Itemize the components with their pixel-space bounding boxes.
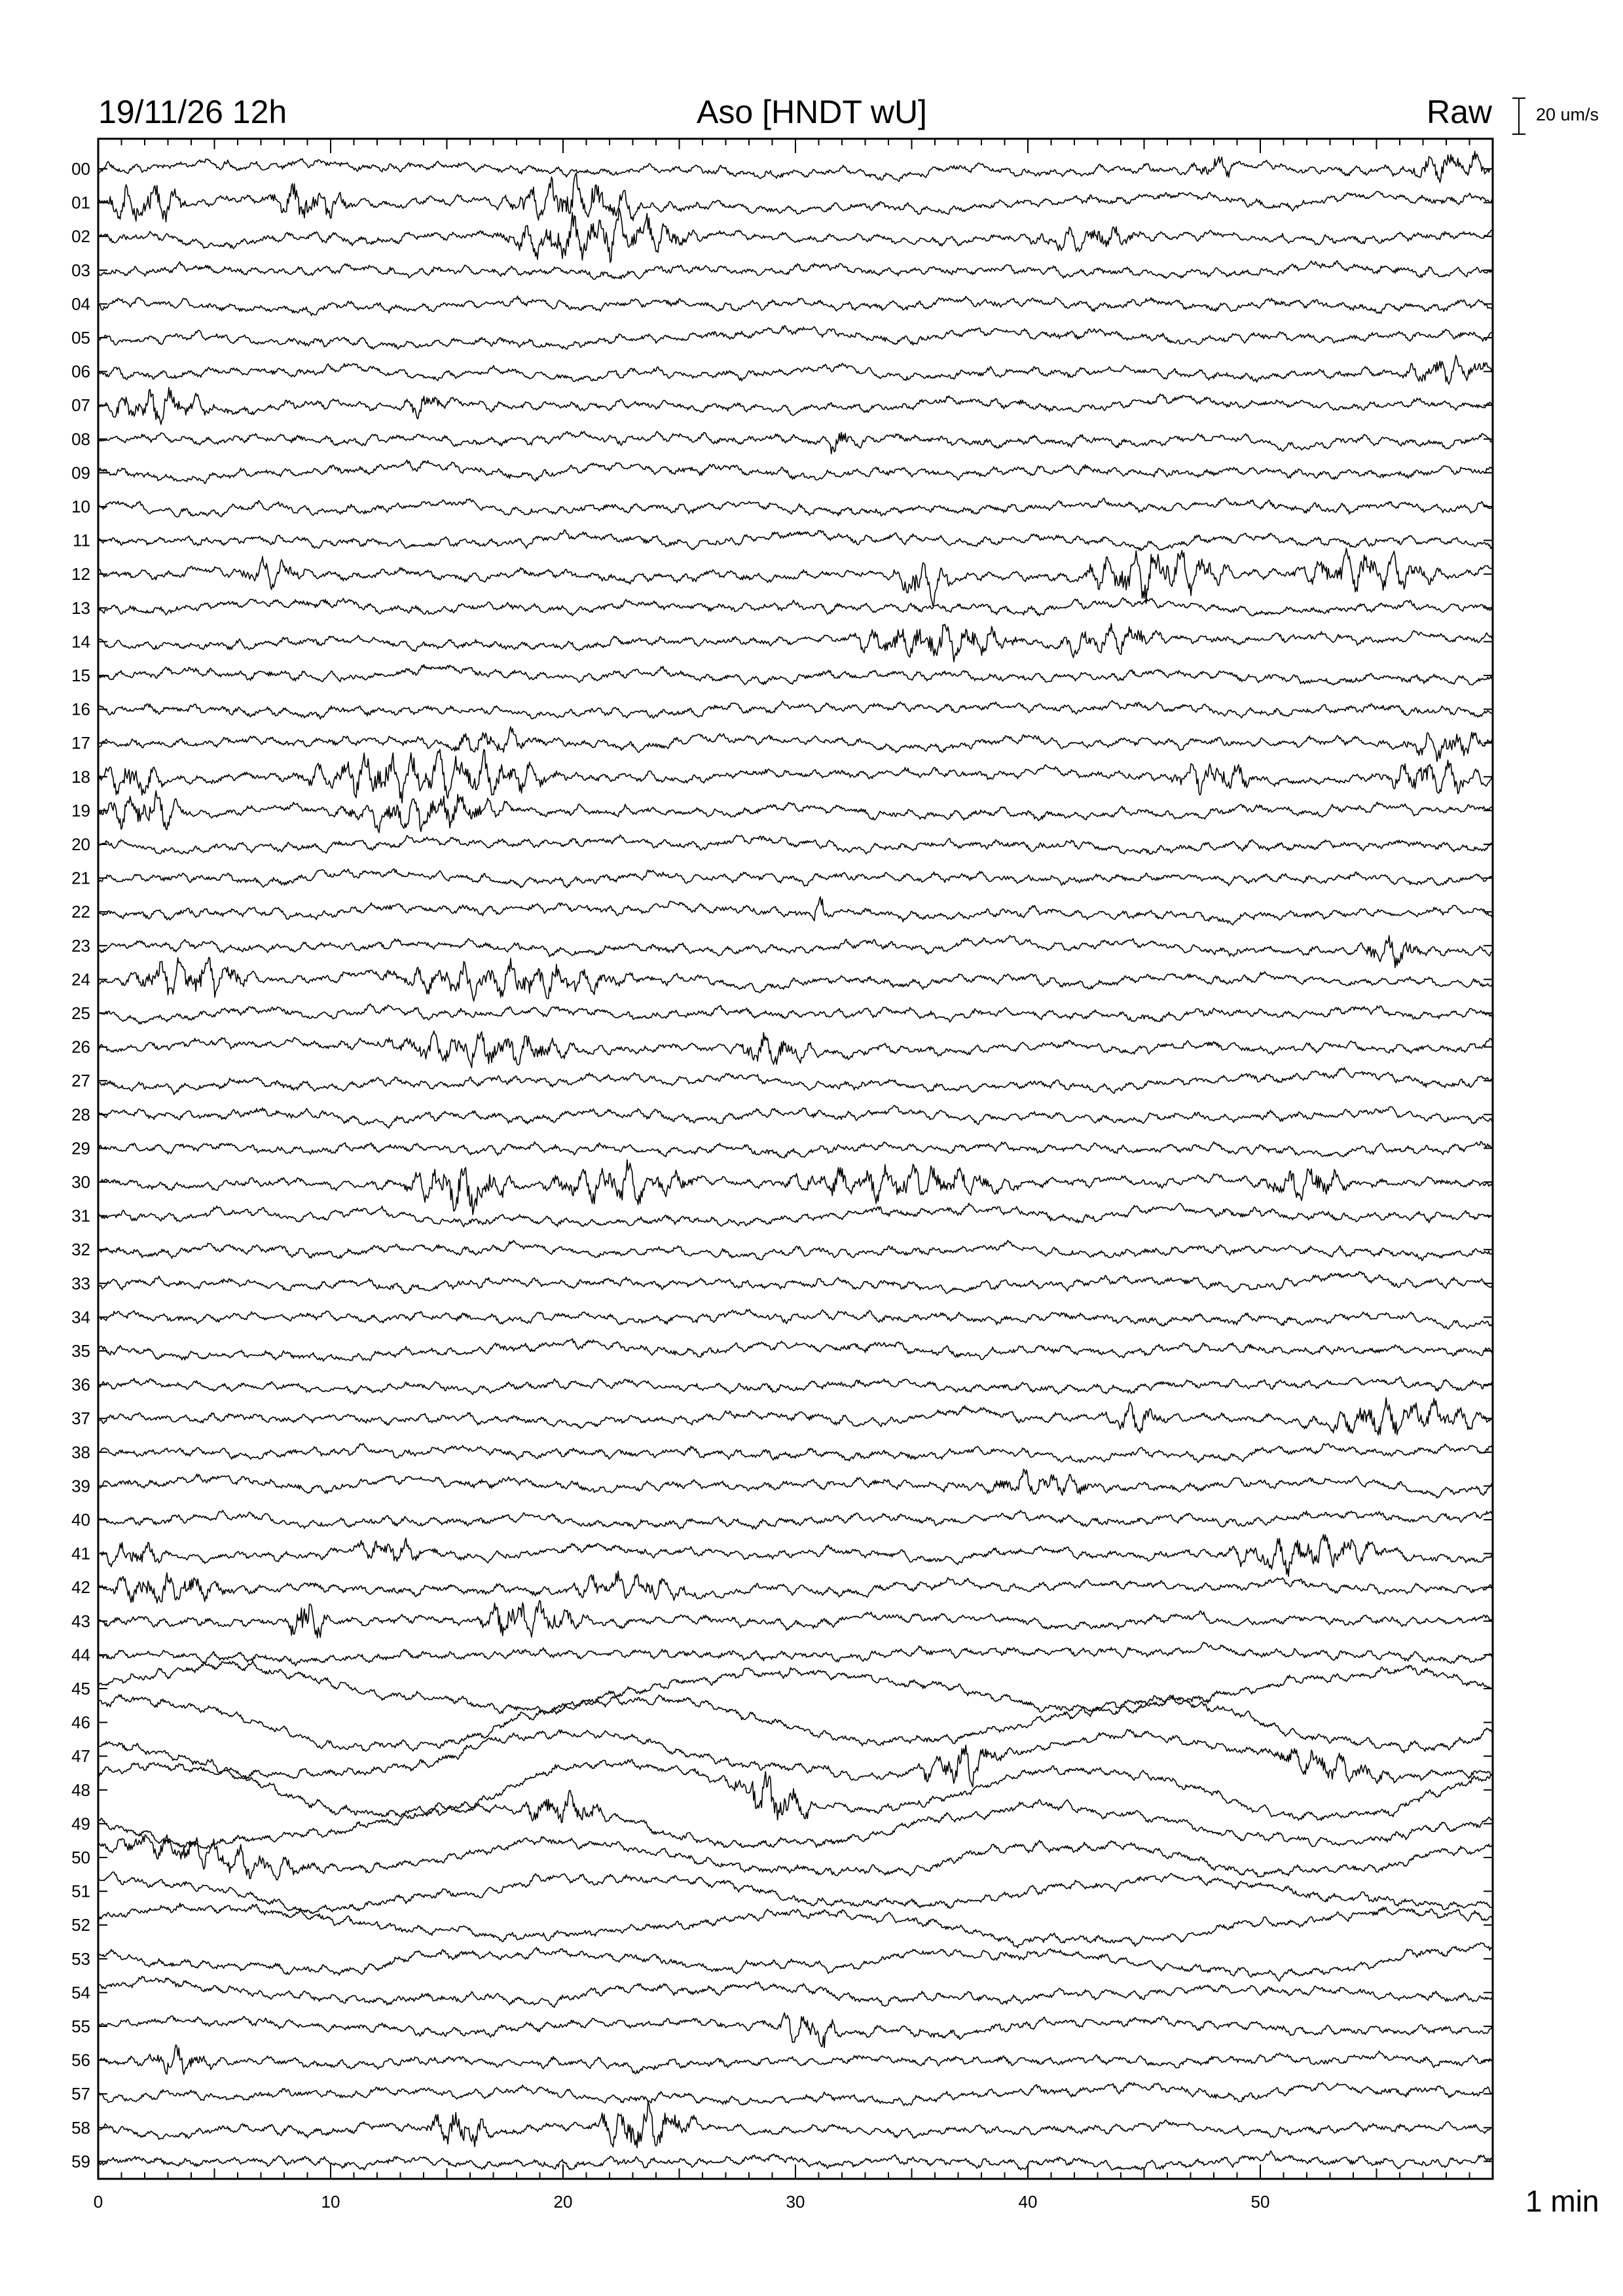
trace-line <box>98 897 1493 925</box>
y-tick-label: 50 <box>71 1848 90 1867</box>
y-axis-ticks <box>71 159 1493 2171</box>
trace-line <box>98 173 1493 222</box>
y-tick-label: 40 <box>71 1510 90 1530</box>
y-tick-label: 46 <box>71 1712 90 1732</box>
trace-line <box>98 151 1493 183</box>
x-tick-label: 30 <box>786 2192 805 2212</box>
trace-line <box>98 1511 1493 1530</box>
y-tick-label: 12 <box>71 564 90 584</box>
trace-line <box>98 2083 1493 2106</box>
y-tick-label: 11 <box>73 530 90 550</box>
y-tick-label: 27 <box>71 1071 90 1091</box>
y-tick-label: 44 <box>71 1645 90 1665</box>
y-tick-label: 31 <box>71 1206 90 1226</box>
trace-line <box>98 935 1493 967</box>
trace-line <box>98 1791 1493 1849</box>
trace-line <box>98 791 1493 833</box>
x-tick-label: 50 <box>1250 2192 1270 2212</box>
trace-line <box>98 1105 1493 1128</box>
trace-line <box>98 1534 1493 1576</box>
trace-line <box>98 296 1493 315</box>
trace-line <box>98 958 1493 1001</box>
trace-line <box>98 1160 1493 1215</box>
y-tick-label: 09 <box>71 463 90 483</box>
y-tick-label: 24 <box>71 969 90 990</box>
trace-line <box>98 1203 1493 1227</box>
y-tick-label: 58 <box>71 2117 90 2138</box>
trace-line <box>98 529 1493 550</box>
y-tick-label: 06 <box>71 361 90 382</box>
trace-line <box>98 498 1493 517</box>
trace-line <box>98 1067 1493 1094</box>
trace-line <box>98 1642 1493 1666</box>
y-tick-label: 05 <box>71 328 90 348</box>
y-tick-label: 16 <box>71 699 90 719</box>
scale-bar <box>1512 98 1525 134</box>
y-tick-label: 41 <box>71 1543 90 1564</box>
trace-line <box>98 1835 1493 1880</box>
y-tick-label: 26 <box>71 1037 90 1057</box>
trace-line <box>98 1031 1493 1067</box>
y-tick-label: 34 <box>71 1307 90 1327</box>
y-tick-label: 53 <box>71 1948 90 1969</box>
y-tick-label: 33 <box>71 1273 90 1293</box>
y-tick-label: 07 <box>71 395 90 416</box>
y-tick-label: 01 <box>71 192 90 213</box>
trace-line <box>98 726 1493 761</box>
y-tick-label: 28 <box>71 1104 90 1124</box>
trace-line <box>98 1469 1493 1498</box>
y-tick-label: 36 <box>71 1374 90 1395</box>
y-tick-label: 20 <box>71 834 90 854</box>
trace-line <box>98 624 1493 662</box>
y-tick-label: 37 <box>71 1408 90 1429</box>
y-tick-label: 25 <box>71 1003 90 1023</box>
y-tick-label: 17 <box>71 733 90 753</box>
trace-line <box>98 1141 1493 1158</box>
trace-line <box>98 1444 1493 1463</box>
trace-line <box>98 1661 1493 1717</box>
trace-line <box>98 1872 1493 1913</box>
x-axis-ticks <box>94 139 1493 2212</box>
y-tick-label: 04 <box>71 294 90 314</box>
trace-line <box>98 1943 1493 1981</box>
trace-line <box>98 431 1493 454</box>
y-tick-label: 54 <box>71 1982 90 2003</box>
y-tick-label: 32 <box>71 1240 90 1260</box>
y-tick-label: 38 <box>71 1442 90 1462</box>
y-tick-label: 03 <box>71 260 90 280</box>
trace-line <box>98 2102 1493 2148</box>
y-tick-label: 18 <box>71 766 90 787</box>
y-tick-label: 49 <box>71 1814 90 1834</box>
y-tick-label: 15 <box>71 666 90 685</box>
trace-line <box>98 1695 1493 1753</box>
trace-line <box>98 355 1493 384</box>
y-tick-label: 48 <box>71 1780 90 1800</box>
y-tick-label: 56 <box>71 2050 90 2070</box>
x-tick-label: 40 <box>1018 2192 1038 2212</box>
date-hour-label: 19/11/26 12h <box>98 94 287 130</box>
trace-line <box>98 598 1493 616</box>
trace-line <box>98 548 1493 606</box>
trace-line <box>98 835 1493 855</box>
trace-line <box>98 209 1493 263</box>
trace-line <box>98 664 1493 685</box>
trace-line <box>98 1377 1493 1395</box>
trace-line <box>98 1571 1493 1604</box>
scale-bar-label: 20 um/s <box>1536 105 1599 124</box>
trace-line <box>98 460 1493 484</box>
trace-group <box>98 151 1493 2170</box>
y-tick-label: 43 <box>71 1611 90 1631</box>
trace-line <box>98 1977 1493 2008</box>
y-tick-label: 42 <box>71 1577 90 1598</box>
trace-line <box>98 1240 1493 1261</box>
y-tick-label: 19 <box>71 800 90 821</box>
trace-line <box>98 1600 1493 1638</box>
x-axis-unit-label: 1 min <box>1525 2184 1599 2218</box>
trace-line <box>98 325 1493 349</box>
trace-line <box>98 2045 1493 2074</box>
y-tick-label: 13 <box>71 598 90 618</box>
trace-line <box>98 700 1493 719</box>
x-tick-label: 10 <box>321 2192 340 2212</box>
y-tick-label: 35 <box>71 1341 90 1361</box>
trace-line <box>98 749 1493 803</box>
mode-label: Raw <box>1426 94 1492 130</box>
y-tick-label: 59 <box>71 2151 90 2172</box>
trace-line <box>98 261 1493 279</box>
y-tick-label: 51 <box>71 1881 90 1901</box>
y-tick-label: 08 <box>71 429 90 449</box>
station-title: Aso [HNDT wU] <box>697 94 927 130</box>
y-tick-label: 29 <box>71 1138 90 1158</box>
x-tick-label: 20 <box>553 2192 573 2212</box>
trace-line <box>98 1338 1493 1361</box>
y-tick-label: 57 <box>71 2084 90 2104</box>
y-tick-label: 55 <box>71 2017 90 2036</box>
trace-line <box>98 869 1493 888</box>
trace-line <box>98 387 1493 425</box>
trace-line <box>98 2013 1493 2047</box>
y-tick-label: 22 <box>71 902 90 922</box>
x-tick-label: 0 <box>93 2192 103 2212</box>
y-tick-label: 10 <box>71 497 90 516</box>
y-tick-label: 21 <box>71 868 90 888</box>
y-tick-label: 39 <box>71 1476 90 1496</box>
trace-line <box>98 1310 1493 1329</box>
y-tick-label: 52 <box>71 1915 90 1935</box>
y-tick-label: 30 <box>71 1172 90 1192</box>
trace-line <box>98 1004 1493 1024</box>
y-tick-label: 47 <box>71 1746 90 1767</box>
y-tick-label: 02 <box>71 226 90 247</box>
y-tick-label: 14 <box>71 632 90 652</box>
trace-line <box>98 1759 1493 1820</box>
trace-line <box>98 1398 1493 1435</box>
y-tick-label: 45 <box>71 1679 90 1698</box>
y-tick-label: 23 <box>71 935 90 956</box>
trace-line <box>98 1272 1493 1294</box>
y-tick-label: 00 <box>71 159 90 179</box>
